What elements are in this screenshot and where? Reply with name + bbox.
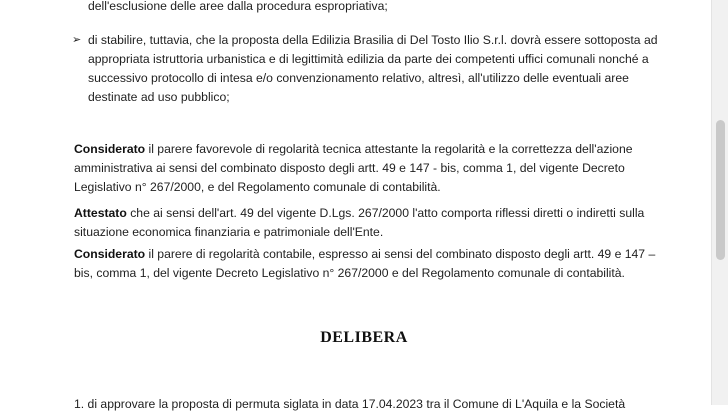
- paragraph-text: il parere di regolarità contabile, espresso ai sensi del combinato disposto degli artt. 49 e 147 –: [145, 247, 656, 261]
- scrollbar-thumb[interactable]: [716, 120, 725, 260]
- paragraph-line: [74, 141, 633, 157]
- paragraph-line: amministrativa ai sensi del combinato disposto degli artt. 49 e 147 - bis, comma 1, del vigente Decreto: [74, 161, 625, 175]
- paragraph-text: che ai sensi dell'art. 49 del vigente D.Lgs. 267/2000 l'atto comporta riflessi diretti o indiretti sulla: [126, 206, 645, 220]
- paragraph-keyword: Considerato: [74, 247, 146, 261]
- vertical-scrollbar[interactable]: [711, 0, 728, 405]
- paragraph-line: situazione economica finanziaria e patrimoniale dell'Ente.: [74, 225, 384, 239]
- paragraph-line: Legislativo n° 267/2000, e del Regolamento comunale di contabilità.: [74, 180, 441, 194]
- paragraph-keyword: Considerato: [74, 142, 146, 156]
- list-item-line: 1. di approvare la proposta di permuta siglata in data 17.04.2023 tra il Comune di L'Aquila e la Società: [74, 397, 626, 411]
- arrow-bullet-icon: ➢: [72, 34, 82, 46]
- bullet-line: di stabilire, tuttavia, che la proposta della Edilizia Brasilia di Del Tosto Ilio S.r.l. dovrà essere sottoposta ad: [88, 33, 658, 47]
- bullet-line: successivo protocollo di intesa e/o convenzionamento relativo, altresì, all'utilizzo delle eventuali aree: [88, 71, 629, 85]
- paragraph-line: [74, 205, 644, 221]
- paragraph-keyword: Attestato: [74, 206, 127, 220]
- paragraph-line: [74, 246, 655, 262]
- text-line: dell'esclusione delle aree dalla procedura espropriativa;: [88, 0, 388, 13]
- paragraph-line: bis, comma 1, del vigente Decreto Legislativo n° 267/2000 e del Regolamento comunale di contabilità.: [74, 266, 625, 280]
- bullet-line: destinate ad uso pubblico;: [88, 90, 230, 104]
- section-heading: DELIBERA: [320, 329, 408, 346]
- bullet-line: appropriata istruttoria urbanistica e di legittimità edilizia da parte dei competenti uffici comunali nonché a: [88, 52, 649, 66]
- paragraph-text: il parere favorevole di regolarità tecnica attestante la regolarità e la correttezza dell'azione: [145, 142, 633, 156]
